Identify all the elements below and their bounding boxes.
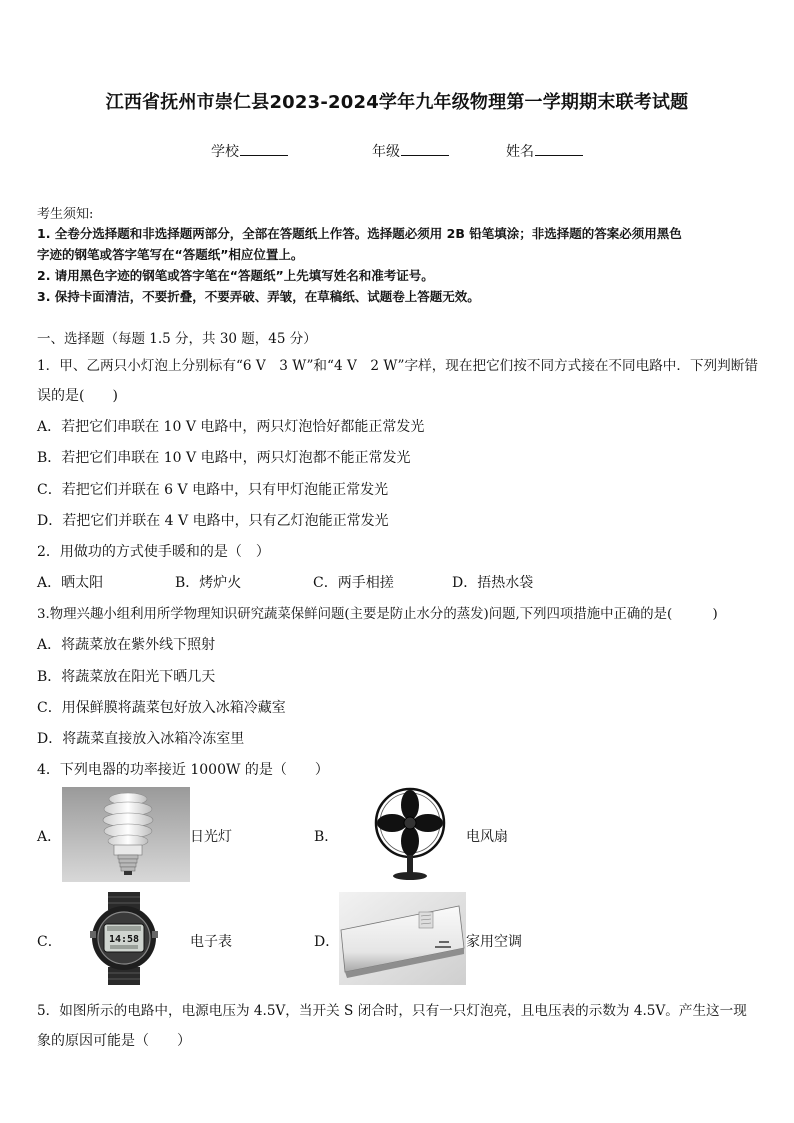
- school-label: 学校: [211, 144, 239, 160]
- name-label: 姓名: [506, 144, 534, 160]
- q4-option-a-text: 日光灯: [190, 829, 232, 845]
- q3-option-b: B．将蔬菜放在阳光下晒几天: [37, 669, 216, 685]
- q2-option-a: A．晒太阳: [37, 575, 104, 591]
- notice-item-3: 3. 保持卡面清洁，不要折叠，不要弄破、弄皱，在草稿纸、试题卷上答题无效。: [37, 289, 480, 304]
- section-heading: 一、选择题（每题 1.5 分，共 30 题，45 分）: [37, 331, 317, 347]
- q4-option-a-letter: A．: [37, 829, 62, 845]
- school-field: [211, 141, 288, 161]
- q4-option-b-letter: B．: [314, 829, 339, 845]
- electronic-watch-image: [62, 892, 186, 985]
- q1-option-c: C．若把它们并联在 6 V 电路中，只有甲灯泡能正常发光: [37, 482, 389, 498]
- grade-label: 年级: [372, 144, 400, 160]
- q3-stem: 3.物理兴趣小组利用所学物理知识研究蔬菜保鲜问题(主要是防止水分的蒸发)问题,下列四项措施中正确的是( ): [37, 607, 718, 622]
- q1-stem: 1．甲、乙两只小灯泡上分别标有“6 V 3 W”和“4 V 2 W”字样，现在把它们按不同方式接在不同电路中．下列判断错: [37, 358, 758, 374]
- q5-stem-cont: 象的原因可能是（ ）: [37, 1033, 191, 1049]
- electric-fan-image: [338, 787, 464, 882]
- q4-option-d-text: 家用空调: [466, 934, 522, 950]
- q2-option-d: D．捂热水袋: [452, 575, 534, 591]
- q4-option-c-letter: C．: [37, 934, 62, 950]
- q1-option-d: D．若把它们并联在 4 V 电路中，只有乙灯泡能正常发光: [37, 513, 389, 529]
- notice-item-1-cont: 字迹的钢笔或答字笔写在“答题纸”相应位置上。: [37, 247, 304, 262]
- q1-stem-cont: 误的是( ): [37, 388, 118, 404]
- air-conditioner-image: [339, 892, 466, 985]
- q1-option-b: B．若把它们串联在 10 V 电路中，两只灯泡都不能正常发光: [37, 450, 411, 466]
- notice-item-1: 1. 全卷分选择题和非选择题两部分，全部在答题纸上作答。选择题必须用 2B 铅笔填涂；非选择题的答案必须用黑色: [37, 226, 682, 241]
- q2-stem: 2．用做功的方式使手暖和的是（ ）: [37, 544, 270, 560]
- q3-option-a: A．将蔬菜放在紫外线下照射: [37, 637, 216, 653]
- fluorescent-lamp-image: [62, 787, 190, 882]
- q4-option-c-text: 电子表: [190, 934, 232, 950]
- notice-item-2: 2. 请用黑色字迹的钢笔或答字笔在“答题纸”上先填写姓名和准考证号。: [37, 268, 434, 283]
- q2-option-c: C．两手相搓: [313, 575, 394, 591]
- q4-option-b-text: 电风扇: [466, 829, 508, 845]
- watch-display: 14:58: [108, 934, 140, 945]
- q5-stem: 5．如图所示的电路中，电源电压为 4.5V，当开关 S 闭合时，只有一只灯泡亮，且电压表的示数为 4.5V。产生这一现: [37, 1003, 747, 1019]
- notice-heading: 考生须知:: [37, 207, 94, 222]
- grade-field: [372, 141, 449, 161]
- q2-option-b: B．烤炉火: [175, 575, 242, 591]
- q3-option-c: C．用保鲜膜将蔬菜包好放入冰箱冷藏室: [37, 700, 286, 716]
- q3-option-d: D．将蔬菜直接放入冰箱冷冻室里: [37, 731, 245, 747]
- page-title: 江西省抚州市崇仁县2023-2024学年九年级物理第一学期期末联考试题: [105, 92, 689, 113]
- q1-option-a: A．若把它们串联在 10 V 电路中，两只灯泡恰好都能正常发光: [37, 419, 425, 435]
- q4-stem: 4．下列电器的功率接近 1000W 的是（ ）: [37, 762, 329, 778]
- q4-option-d-letter: D．: [314, 934, 340, 950]
- name-field: [506, 141, 583, 161]
- name-blank[interactable]: [535, 143, 583, 156]
- school-blank[interactable]: [240, 143, 288, 156]
- grade-blank[interactable]: [401, 143, 449, 156]
